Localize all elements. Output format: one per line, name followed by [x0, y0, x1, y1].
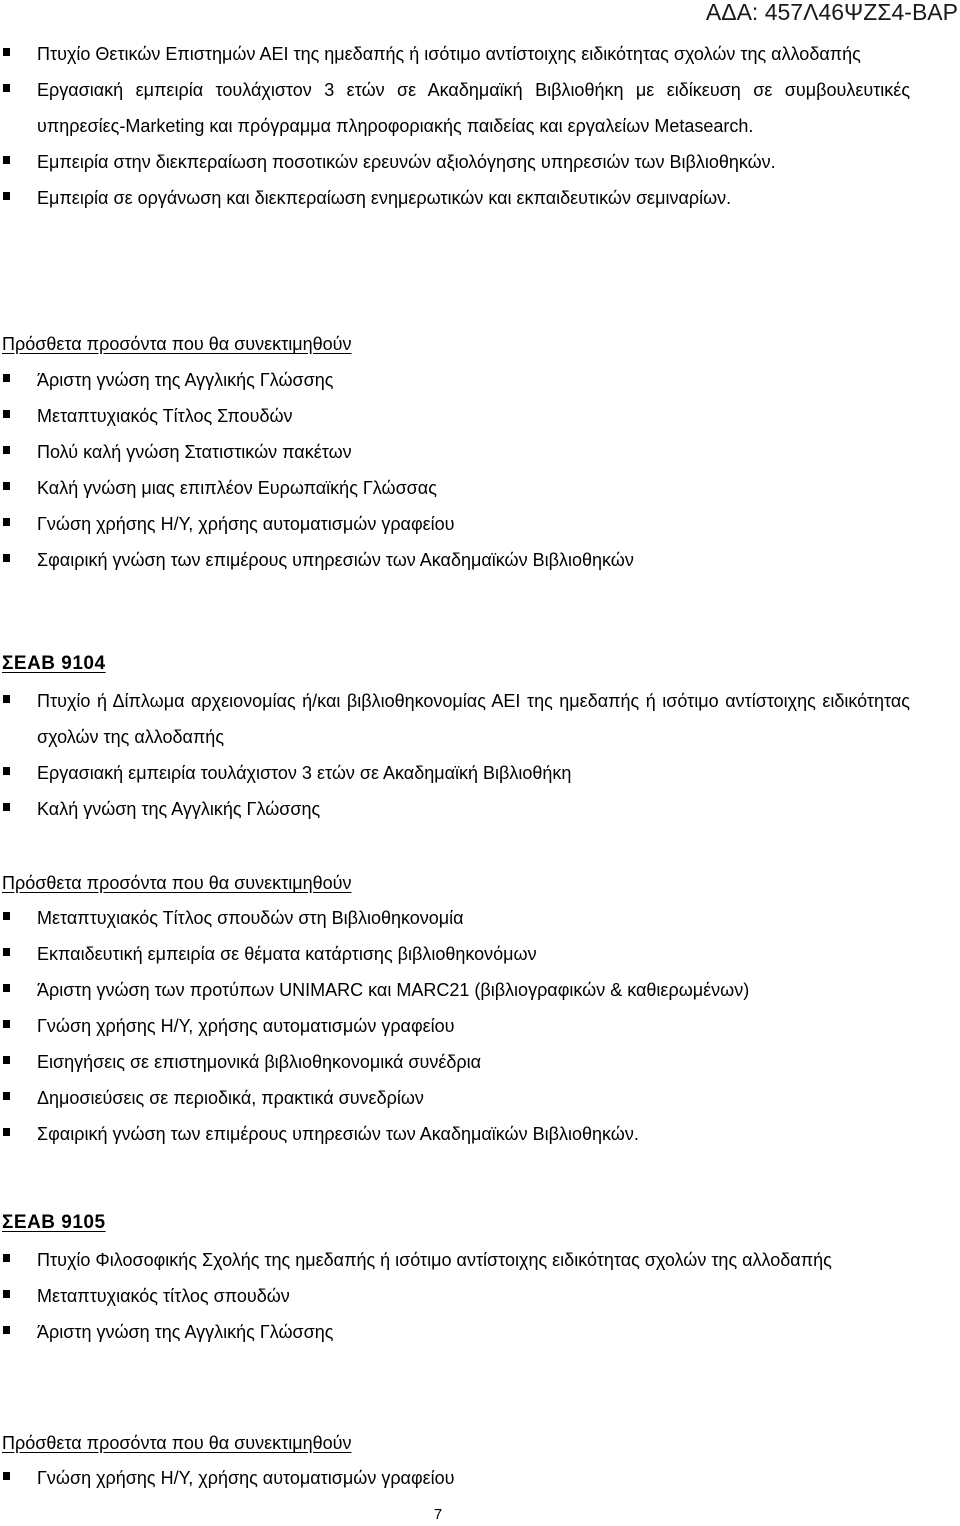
bullet-icon [3, 84, 10, 92]
bullet-icon [3, 410, 10, 418]
bullet-icon [3, 803, 10, 811]
bullet-icon [3, 695, 10, 703]
bullet-icon [3, 948, 10, 956]
bullet-icon [3, 1254, 10, 1262]
list-item: Δημοσιεύσεις σε περιοδικά, πρακτικά συνεδρίων [0, 1080, 910, 1116]
seab-9105-additional-heading: Πρόσθετα προσόντα που θα συνεκτιμηθούν [2, 1433, 352, 1453]
ada-code: ΑΔΑ: 457Λ46ΨΖΣ4-ΒΑΡ [705, 0, 958, 25]
list-item: Γνώση χρήσης Η/Υ, χρήσης αυτοματισμών γραφείου [0, 1460, 910, 1496]
list-item: Καλή γνώση της Αγγλικής Γλώσσης [0, 791, 910, 827]
bullet-icon [3, 518, 10, 526]
list-item: Μεταπτυχιακός Τίτλος Σπουδών [0, 398, 910, 434]
list-item: Εκπαιδευτική εμπειρία σε θέματα κατάρτισης βιβλιοθηκονόμων [0, 936, 910, 972]
list-item: Εμπειρία σε οργάνωση και διεκπεραίωση ενημερωτικών και εκπαιδευτικών σεμιναρίων. [0, 180, 910, 216]
page-number: 7 [433, 1506, 443, 1523]
bullet-icon [3, 1020, 10, 1028]
bullet-icon [3, 374, 10, 382]
bullet-icon [3, 1290, 10, 1298]
list-item: Μεταπτυχιακός τίτλος σπουδών [0, 1278, 910, 1314]
bullet-icon [3, 446, 10, 454]
seab-9104-requirements-list [0, 683, 960, 827]
list-item: Πτυχίο Φιλοσοφικής Σχολής της ημεδαπής ή ισότιμο αντίστοιχης ειδικότητας σχολών της αλλοδαπής [0, 1242, 910, 1278]
section-title-seab-9104: ΣΕΑΒ 9104 [2, 653, 106, 674]
bullet-icon [3, 192, 10, 200]
list-item: Άριστη γνώση της Αγγλικής Γλώσσης [0, 1314, 910, 1350]
bullet-icon [3, 482, 10, 490]
list-item: Εμπειρία στην διεκπεραίωση ποσοτικών ερευνών αξιολόγησης υπηρεσιών των Βιβλιοθηκών. [0, 144, 910, 180]
bullet-icon [3, 1472, 10, 1480]
list-item: Εισηγήσεις σε επιστημονικά βιβλιοθηκονομικά συνέδρια [0, 1044, 910, 1080]
list-item: Σφαιρική γνώση των επιμέρους υπηρεσιών των Ακαδημαϊκών Βιβλιοθηκών. [0, 1116, 910, 1152]
additional-qualifications-heading: Πρόσθετα προσόντα που θα συνεκτιμηθούν [2, 334, 352, 354]
list-item: Εργασιακή εμπειρία τουλάχιστον 3 ετών σε Ακαδημαϊκή Βιβλιοθήκη [0, 755, 910, 791]
list-item: Γνώση χρήσης Η/Υ, χρήσης αυτοματισμών γραφείου [0, 1008, 910, 1044]
bullet-icon [3, 984, 10, 992]
seab-9105-requirements-list [0, 1242, 960, 1350]
list-item: Μεταπτυχιακός Τίτλος σπουδών στη Βιβλιοθηκονομία [0, 900, 910, 936]
bullet-icon [3, 1128, 10, 1136]
seab-9105-additional-list [0, 1460, 960, 1496]
list-item: Άριστη γνώση των προτύπων UNIMARC και MARC21 (βιβλιογραφικών & καθιερωμένων) [0, 972, 910, 1008]
list-item: Εργασιακή εμπειρία τουλάχιστον 3 ετών σε Ακαδημαϊκή Βιβλιοθήκη με ειδίκευση σε συμβουλευτικές υπηρεσίες-Marketing και πρόγραμμα πληροφοριακής παιδείας και εργαλείων Metasearch. [0, 72, 910, 144]
bullet-icon [3, 156, 10, 164]
bullet-icon [3, 1326, 10, 1334]
list-item: Άριστη γνώση της Αγγλικής Γλώσσης [0, 362, 910, 398]
seab-9104-additional-heading: Πρόσθετα προσόντα που θα συνεκτιμηθούν [2, 873, 352, 893]
seab-9104-additional-list [0, 900, 960, 1152]
requirements-list-top [0, 36, 960, 216]
list-item: Πτυχίο ή Δίπλωμα αρχειονομίας ή/και βιβλιοθηκονομίας ΑΕΙ της ημεδαπής ή ισότιμο αντίστοιχης ειδικότητας σχολών της αλλοδαπής [0, 683, 910, 755]
section-title-seab-9105: ΣΕΑΒ 9105 [2, 1212, 106, 1233]
list-item: Καλή γνώση μιας επιπλέον Ευρωπαϊκής Γλώσσας [0, 470, 910, 506]
list-item: Γνώση χρήσης Η/Υ, χρήσης αυτοματισμών γραφείου [0, 506, 910, 542]
bullet-icon [3, 1092, 10, 1100]
list-item: Πτυχίο Θετικών Επιστημών ΑΕΙ της ημεδαπής ή ισότιμο αντίστοιχης ειδικότητας σχολών της αλλοδαπής [0, 36, 910, 72]
bullet-icon [3, 554, 10, 562]
bullet-icon [3, 767, 10, 775]
bullet-icon [3, 1056, 10, 1064]
additional-qualifications-list [0, 362, 960, 578]
list-item: Πολύ καλή γνώση Στατιστικών πακέτων [0, 434, 910, 470]
bullet-icon [3, 912, 10, 920]
bullet-icon [3, 48, 10, 56]
list-item: Σφαιρική γνώση των επιμέρους υπηρεσιών των Ακαδημαϊκών Βιβλιοθηκών [0, 542, 910, 578]
